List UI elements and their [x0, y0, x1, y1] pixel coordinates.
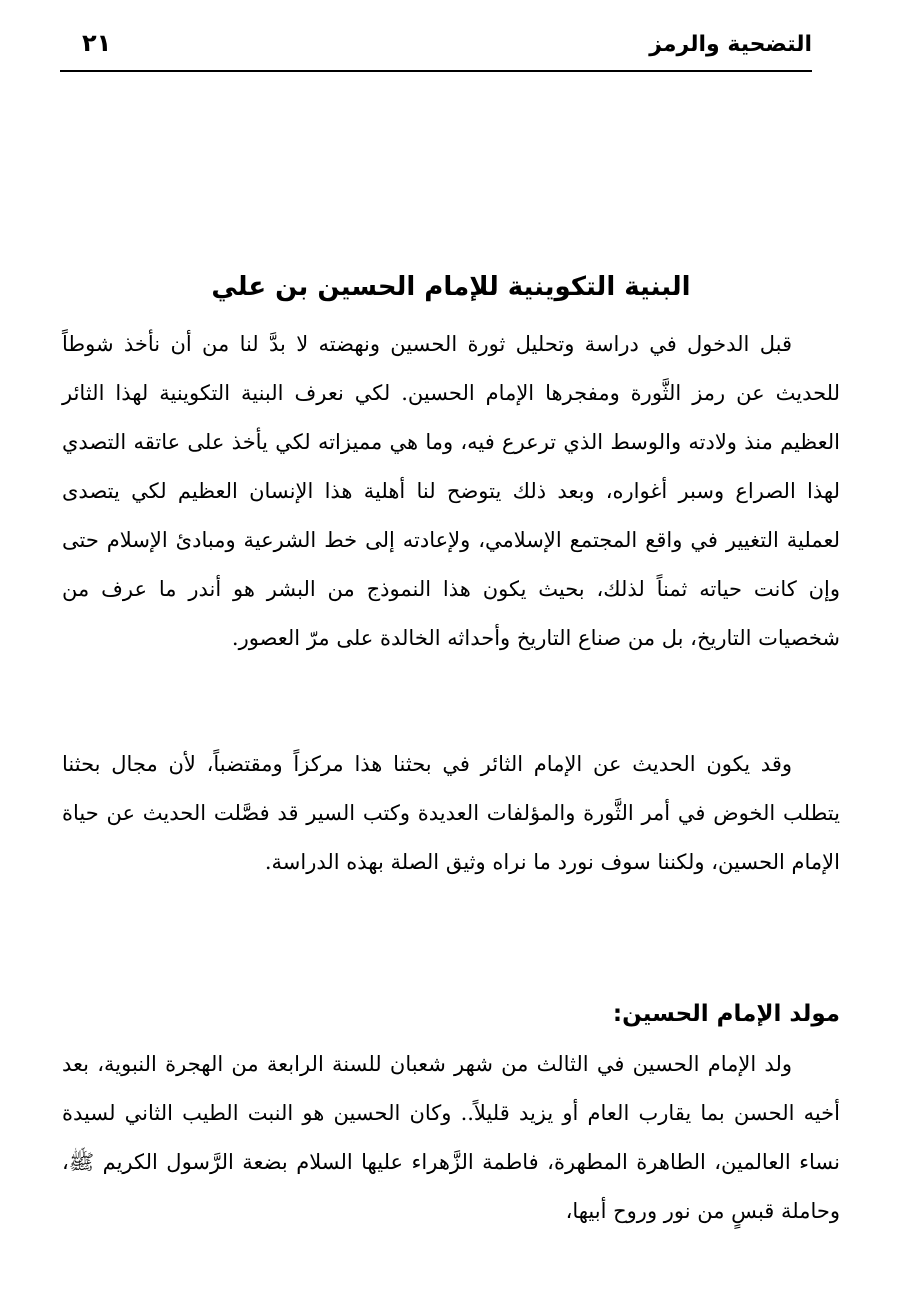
paragraph-text: وقد يكون الحديث عن الإمام الثائر في بحثنا هذا مركزاً ومقتضباً، لأن مجال بحثنا يتطلب الخوض في أمر الثَّورة والمؤلفات العديدة وكتب السير قد فصَّلت الحديث عن حياة الإمام الحسين، ولكننا سوف نورد ما نراه وثيق الصلة بهذه الدراسة.	[62, 752, 840, 874]
section-heading: مولد الإمام الحسين:	[612, 1001, 840, 1028]
paragraph-text: قبل الدخول في دراسة وتحليل ثورة الحسين ونهضته لا بدَّ لنا من أن نأخذ شوطاً للحديث عن رمز الثَّورة ومفجرها الإمام الحسين. لكي نعرف البنية التكوينية لهذا الثائر العظيم منذ ولادته والوسط الذي ترعرع فيه، وما هي مميزاته لكي يأخذ على عاتقه التصدي لهذا الصراع وسبر أغواره، وبعد ذلك يتوضح لنا أهلية هذا الإنسان العظيم لكي يتصدى لعملية التغيير في واقع المجتمع الإسلامي، ولإعادته إلى خط الشرعية ومبادئ الإسلام حتى وإن كانت حياته ثمناً لذلك، بحيث يكون هذا النموذج من البشر هو أندر ما عرف من شخصيات التاريخ، بل من صناع التاريخ وأحداثه الخالدة على مرّ العصور.	[62, 332, 840, 650]
chapter-title: البنية التكوينية للإمام الحسين بن علي	[211, 272, 691, 303]
running-header	[60, 26, 812, 72]
paragraph-scope	[62, 740, 840, 887]
page-number: ٢١	[82, 29, 112, 57]
paragraph-text: ولد الإمام الحسين في الثالث من شهر شعبان للسنة الرابعة من الهجرة النبوية، بعد أخيه الحسن بما يقارب العام أو يزيد قليلاً.. وكان الحسين هو النبت الطيب الثاني لسيدة نساء العالمين، الطاهرة المطهرة، فاطمة الزَّهراء عليها السلام بضعة الرَّسول الكريم ﷺ، وحاملة قبسٍ من نور وروح أبيها،	[62, 1052, 840, 1223]
paragraph-intro	[62, 320, 840, 663]
paragraph-birth	[62, 1040, 840, 1236]
running-title: التضحية والرمز	[649, 32, 812, 57]
